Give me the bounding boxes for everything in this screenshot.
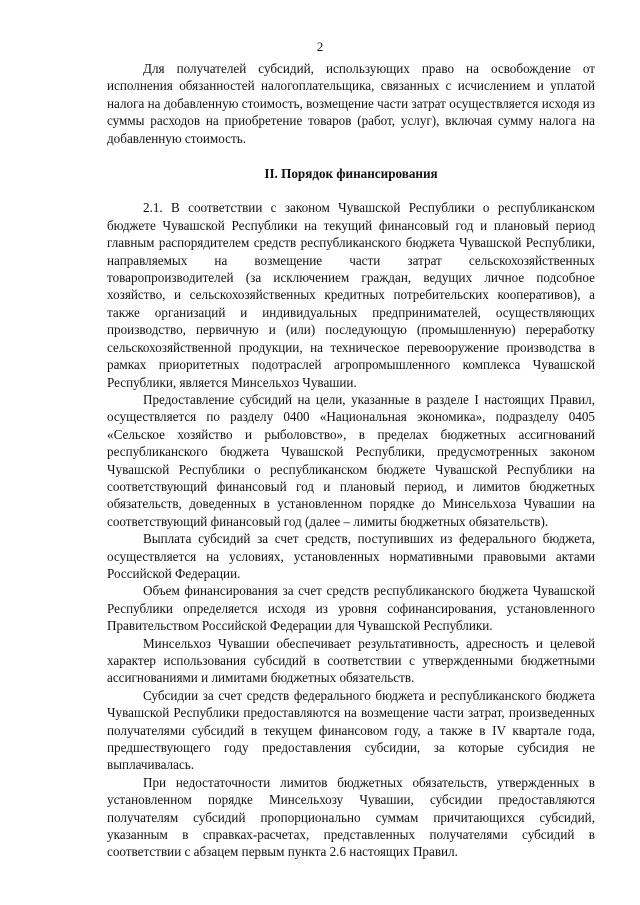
document-body	[107, 60, 595, 861]
section-paragraph-cofinancing: Объем финансирования за счет средств республиканского бюджета Чувашской Республики определяется исходя из уровня софинансирования, установленного Правительством Российской Федерации для Чувашской Республики.	[107, 583, 595, 634]
section-paragraph-2-1: 2.1. В соответствии с законом Чувашской Республики о республиканском бюджете Чувашской Республики на текущий финансовый год и плановый период главным распорядителем средств республиканского бюджета Чувашской Республики, направляемых на возмещение части затрат сельскохозяйственных товаропроизводителей (за исключением граждан, ведущих личное подсобное хозяйство, и сельскохозяйственных кредитных потребительских кооперативов), а также организаций и индивидуальных предпринимателей, осуществляющих производство, первичную и (или) последующую (промышленную) переработку сельскохозяйственной продукции, на техническое перевооружение производства в рамках приоритетных подотраслей агропромышленного комплекса Чувашской Республики, является Минсельхоз Чувашии.	[107, 200, 595, 390]
section-paragraph-insufficient-limits: При недостаточности лимитов бюджетных обязательств, утвержденных в установленном порядке Минсельхозу Чувашии, субсидии предоставляются получателям субсидий пропорционально суммам причитающихся субсидий, указанным в справках-расчетах, представленных получателями субсидий в соответствии с абзацем первым пункта 2.6 настоящих Правил.	[107, 774, 595, 860]
section-paragraph-cost-period: Субсидии за счет средств федерального бюджета и республиканского бюджета Чувашской Республики предоставляются на возмещение части затрат, произведенных получателями субсидий в текущем финансовом году, а также в IV квартале года, предшествующего году предоставления субсидии, за которые субсидия не выплачивалась.	[107, 687, 595, 773]
intro-paragraph: Для получателей субсидий, использующих право на освобождение от исполнения обязанностей налогоплательщика, связанных с исчислением и уплатой налога на добавленную стоимость, возмещение части затрат осуществляется исходя из суммы расходов на приобретение товаров (работ, услуг), включая сумму налога на добавленную стоимость.	[107, 61, 595, 146]
section-paragraph-funding-sections: Предоставление субсидий на цели, указанные в разделе I настоящих Правил, осуществляется по разделу 0400 «Национальная экономика», подразделу 0405 «Сельское хозяйство и рыболовство», в пределах бюджетных ассигнований республиканского бюджета Чувашской Республики, предусмотренных законом Чувашской Республики о республиканском бюджете Чувашской Республики на соответствующий финансовый год и плановый период, и лимитов бюджетных обязательств, доведенных в установленном порядке до Минсельхоза Чувашии на соответствующий финансовый год (далее – лимиты бюджетных обязательств).	[107, 391, 595, 529]
section-paragraph-federal-payment: Выплата субсидий за счет средств, поступивших из федерального бюджета, осуществляется на условиях, установленных нормативными правовыми актами Российской Федерации.	[107, 531, 595, 581]
section-title: II. Порядок финансирования	[264, 166, 438, 182]
section-paragraph-ministry-control: Минсельхоз Чувашии обеспечивает результативность, адресность и целевой характер использования субсидий в соответствии с утвержденными бюджетными ассигнованиями и лимитами бюджетных обязательств.	[107, 635, 595, 686]
page-number: 2	[316, 39, 324, 54]
